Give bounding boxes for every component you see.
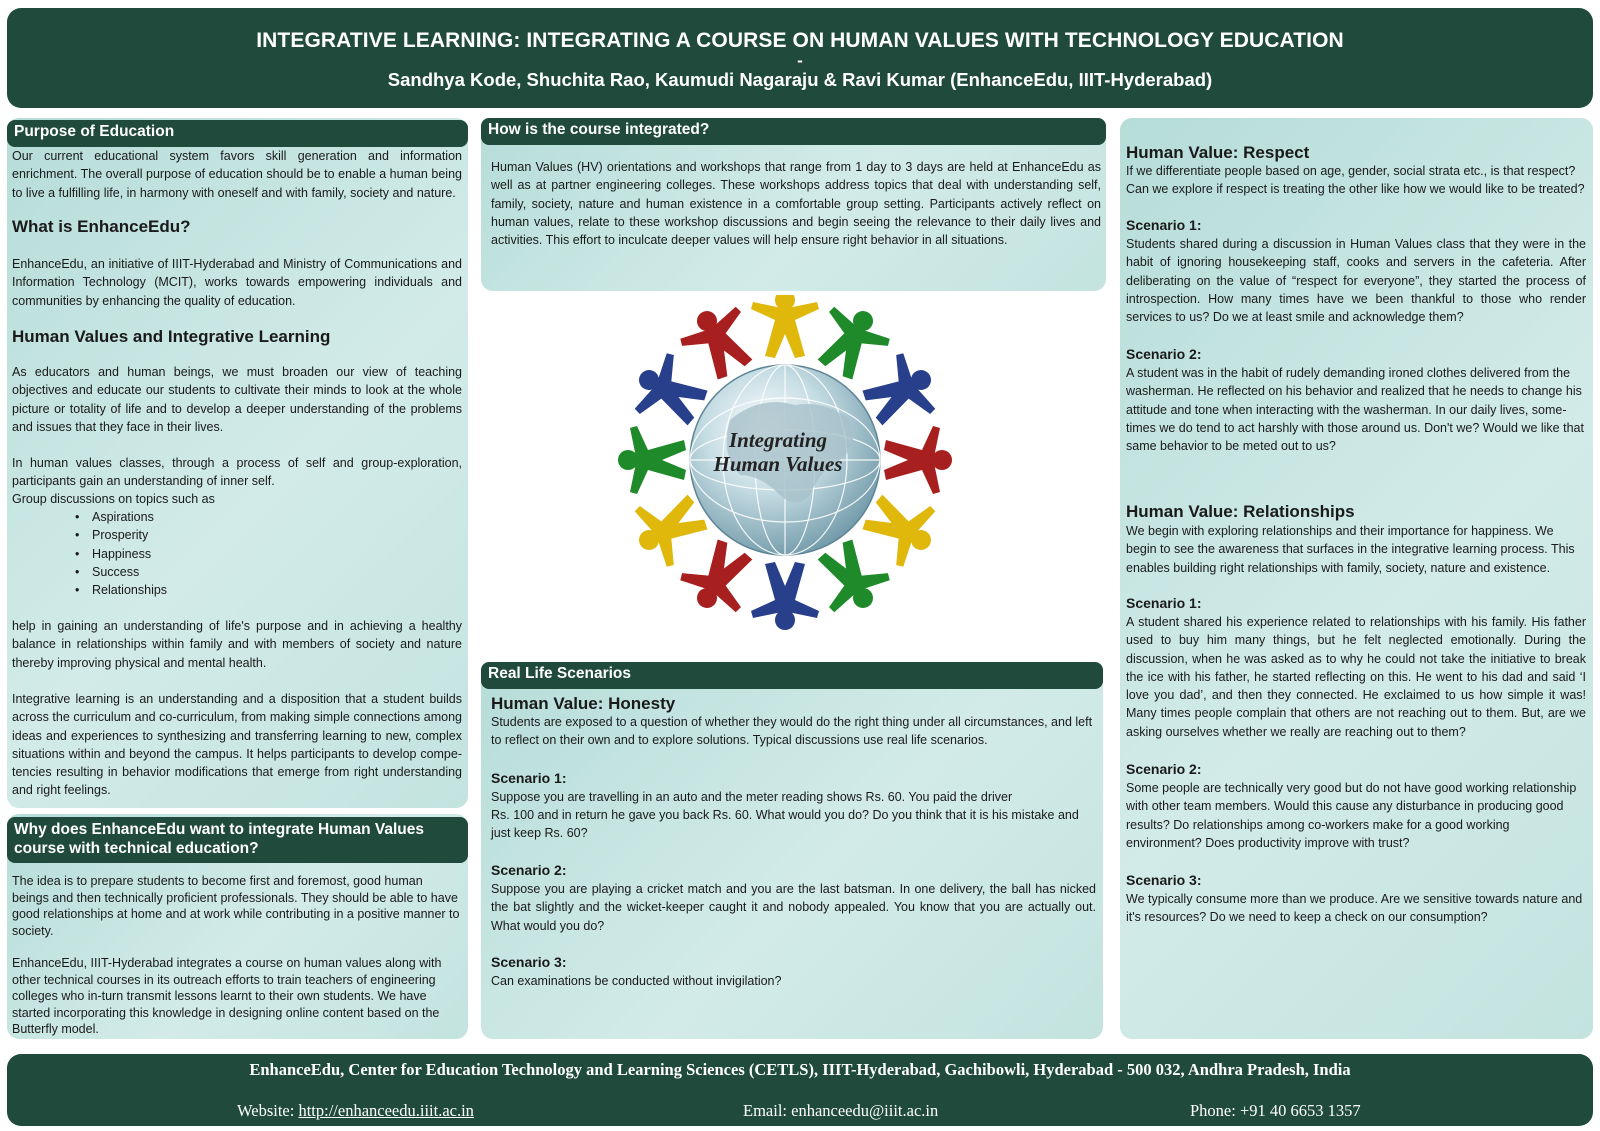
honesty-scenario-1-heading: Scenario 1: [491, 770, 567, 786]
enhanceedu-text: EnhanceEdu, an initiative of IIIT-Hyderabad and Ministry of Communications and Information Technology (MCIT), works towards empowering individuals and communities by enhancing the quality of education. [12, 257, 462, 308]
poster-title: INTEGRATIVE LEARNING: INTEGRATING A COURSE ON HUMAN VALUES WITH TECHNOLOGY EDUCATION [256, 29, 1344, 52]
person-figure-icon [751, 295, 819, 358]
logo-text-line-2: Human Values [713, 452, 843, 476]
why-text-2: EnhanceEdu, IIIT-Hyderabad integrates a course on human values along with other technical courses in its outreach efforts to train teachers of engineering colleges who in-turn transmit lessons learnt to their own students. We have started incorporating this knowledge in designing online content based on the Butterfly model. [12, 956, 442, 1036]
relationships-scenario-1-heading: Scenario 1: [1126, 595, 1202, 611]
human-values-text-3: Group discussions on topics such as [12, 492, 215, 506]
relationships-scenario-1-text: A student shared his experience related to relationships with his family. His father used to buy him many things, but he felt neglected emotionally. During the discussion, when he was asked as to why he could not take the initiative to break the ice with his father, he started reflecting on this. He went to his dad and said ‘I love you dad’, and then they connected. He exclaimed to us how simple it was! Many times people complain that others are not reaching out to them. But, are we asking ourselves whether we really are reaching out to them? [1126, 615, 1586, 739]
honesty-scenario-2-heading: Scenario 2: [491, 862, 567, 878]
relationships-scenario-2-heading: Scenario 2: [1126, 761, 1202, 777]
relationships-text: We begin with exploring relationships and their importance for happiness. We begin to see the awareness that surfaces in the integrative learning process. This enables building right relationships with family, society, nature and existence. [1126, 524, 1575, 575]
respect-scenario-2-heading: Scenario 2: [1126, 346, 1202, 362]
list-item: • Prosperity [92, 526, 392, 544]
respect-scenario-1-text: Students shared during a discussion in Human Values class that they were in the habit of ignoring housekeeping staff, cooks and servers in the cafeteria. After deliberating on the value of “respect for everyone”, they started the process of introspection. How many times have we been thankful to those who render services to us? Do we at least smile and acknowledge them? [1126, 237, 1586, 325]
honesty-scenario-1-text: Suppose you are travelling in an auto and the meter reading shows Rs. 60. You paid the driver [491, 790, 1013, 804]
person-figure-icon [884, 426, 952, 494]
honesty-scenario-3-text: Can examinations be conducted without invigilation? [491, 974, 782, 988]
human-values-heading: Human Values and Integrative Learning [12, 327, 331, 346]
purpose-text: Our current educational system favors skill generation and information enrichment. The overall purpose of education should be to enable a human being to live a fulfilling life, in harmony with oneself and with family, society and nature. [12, 149, 462, 200]
enhanceedu-heading: What is EnhanceEdu? [12, 217, 191, 236]
logo-text-line-1: Integrating [728, 428, 828, 452]
footer-phone: Phone: +91 40 6653 1357 [1190, 1101, 1361, 1120]
respect-text: If we differentiate people based on age, gender, social strata etc., is that respect? Can we explore if respect is treating the other like how we would like to be treated? [1126, 164, 1585, 197]
person-figure-icon [751, 562, 819, 630]
relationships-scenario-3-heading: Scenario 3: [1126, 872, 1202, 888]
relationships-heading: Human Value: Relationships [1126, 502, 1355, 521]
poster-header [7, 8, 1593, 108]
respect-scenario-1-heading: Scenario 1: [1126, 217, 1202, 233]
honesty-heading: Human Value: Honesty [491, 694, 676, 713]
person-figure-icon [618, 426, 686, 494]
footer-address: EnhanceEdu, Center for Education Technology and Learning Sciences (CETLS), IIIT-Hyderabad, Gachibowli, Hyderabad - 500 032, Andhra Pradesh, India [249, 1060, 1351, 1079]
integrated-heading: How is the course integrated? [481, 118, 1106, 145]
why-text-1: The idea is to prepare students to become first and foremost, good human beings and then technically proficient professionals. They should be able to have good relationships at home and at work while contributing in a positive manner to society. [12, 874, 460, 938]
honesty-scenario-3-heading: Scenario 3: [491, 954, 567, 970]
integrative-learning-text: Integrative learning is an understanding and a disposition that a student builds across the curriculum and co-curriculum, from making simple connections among ideas and experiences to synthesizing and transferring learning to new, complex situations within and beyond the campus. It helps participants to develop compe-tencies resulting in behavior modifications that emerge from right understanding and right feelings. [12, 692, 462, 798]
integrating-human-values-logo [610, 295, 960, 635]
title-dash: - [797, 51, 803, 70]
honesty-scenario-1-text-2: Rs. 100 and in return he gave you back Rs. 60. What would you do? Do you think that it is his mistake and just keep Rs. 60? [491, 808, 1079, 841]
human-values-text-4: help in gaining an understanding of life's purpose and in achieving a healthy balance in relationships within family and with members of society and nature thereby improving physical and mental health. [12, 619, 462, 670]
topics-list [12, 508, 392, 599]
poster-authors: Sandhya Kode, Shuchita Rao, Kaumudi Nagaraju & Ravi Kumar (EnhanceEdu, IIIT-Hyderabad) [387, 69, 1213, 90]
list-item: • Success [92, 563, 392, 581]
honesty-scenario-2-text: Suppose you are playing a cricket match and you are the last batsman. In one delivery, the ball has nicked the bat slightly and the wicket-keeper caught it and nobody appealed. You know that you are actually out. What would you do? [491, 882, 1096, 933]
respect-scenario-2-text: A student was in the habit of rudely demanding ironed clothes delivered from the washerman. He reflected on his behavior and realized that he needs to change his attitude and tone when interacting with the washerman. In our daily lives, some-times we do tend to act harshly with those around us. Don't we? Would we like that same behavior to be meted out to us? [1126, 366, 1584, 454]
website-label: Website: [237, 1101, 299, 1120]
relationships-scenario-3-text: We typically consume more than we produce. Are we sensitive towards nature and it's resources? Do we need to keep a check on our consumption? [1126, 892, 1583, 925]
human-values-text-1: As educators and human beings, we must broaden our view of teaching objectives and educate our students to cultivate their minds to look at the whole picture or totality of life and to develop a deeper understanding of the problems and issues that they face in their lives. [12, 365, 462, 434]
list-item: • Relationships [92, 581, 392, 599]
footer-email: Email: enhanceedu@iiit.ac.in [743, 1101, 939, 1120]
list-item: • Aspirations [92, 508, 392, 526]
poster-footer [7, 1054, 1593, 1126]
list-item: • Happiness [92, 545, 392, 563]
respect-heading: Human Value: Respect [1126, 143, 1310, 162]
purpose-heading: Purpose of Education [7, 120, 468, 147]
relationships-scenario-2-text: Some people are technically very good but do not have good working relationship with other team members. Would this cause any disturbance in producing good results? Do relationships among co-workers make for a good working environment? Does productivity improve with trust? [1126, 781, 1577, 850]
website-link[interactable]: http://enhanceedu.iiit.ac.in [298, 1101, 474, 1120]
why-heading: Why does EnhanceEdu want to integrate Human Values course with technical education? [7, 817, 468, 863]
footer-website [237, 1101, 474, 1121]
human-values-text-2: In human values classes, through a process of self and group-exploration, participants gain an understanding of inner self. [12, 456, 462, 489]
honesty-text: Students are exposed to a question of whether they would do the right thing under all circumstances, and left to reflect on their own and to explore solutions. Typical discussions use real life scenarios. [491, 715, 1093, 748]
real-life-scenarios-heading: Real Life Scenarios [481, 662, 1103, 689]
integrated-text: Human Values (HV) orientations and workshops that range from 1 day to 3 days are held at EnhanceEdu as well as at partner engineering colleges. These workshops address topics that deal with understanding self, family, society, nature and human existence in a comfortable group setting. Participants actively reflect on human values, relate to these workshop discussions and begin seeing the relevance to their daily lives and activities. This effort to inculcate deeper values will help ensure right behavior in all situations. [491, 160, 1101, 248]
